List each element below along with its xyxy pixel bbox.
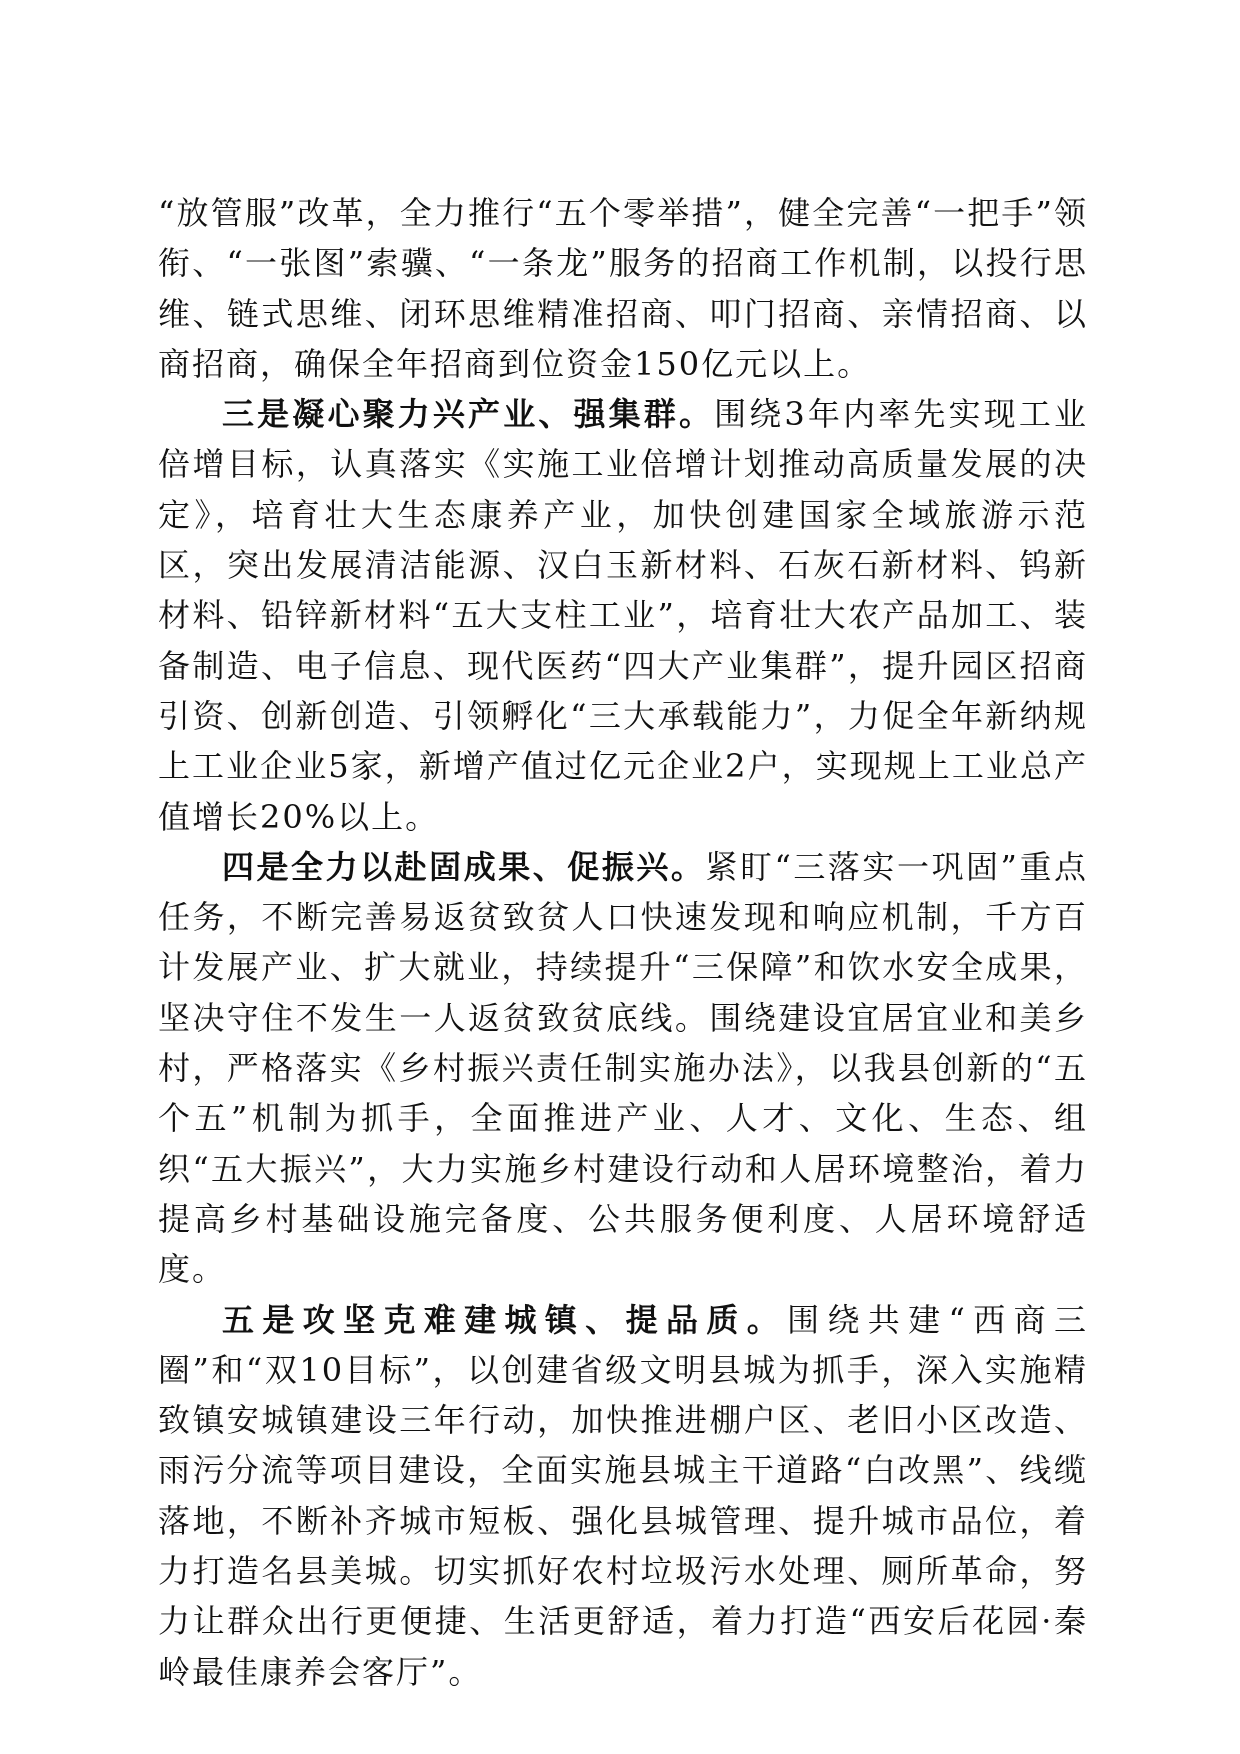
paragraph-text: 围绕共建“西商三圈”和“双10目标”，以创建省级文明县城为抓手，深入实施精致镇安城镇建设三年行动，加快推进棚户区、老旧小区改造、雨污分流等项目建设，全面实施县城主干道路“白改黑”、线缆落地，不断补齐城市短板、强化县城管理、提升城市品位，着力打造名县美城。切实抓好农村垃圾污水处理、厕所革命，努力让群众出行更便捷、生活更舒适，着力打造“西安后花园·秦岭最佳康养会客厅”。 <box>158 1300 1088 1691</box>
paragraph-rural-revitalization <box>158 842 1088 1295</box>
paragraph-heading: 三是凝心聚力兴产业、强集群。 <box>222 395 715 434</box>
paragraph-industry <box>158 389 1088 842</box>
paragraph-urban-development <box>158 1295 1088 1697</box>
paragraph-text: 围绕3年内率先实现工业倍增目标，认真落实《实施工业倍增计划推动高质量发展的决定》，培育壮大生态康养产业，加快创建国家全域旅游示范区，突出发展清洁能源、汉白玉新材料、石灰石新材料、钨新材料、铅锌新材料“五大支柱工业”，培育壮大农产品加工、装备制造、电子信息、现代医药“四大产业集群”，提升园区招商引资、创新创造、引领孵化“三大承载能力”，力促全年新纳规上工业企业5家，新增产值过亿元企业2户，实现规上工业总产值增长20%以上。 <box>158 395 1088 836</box>
paragraph-continuation <box>158 188 1088 389</box>
document-page <box>158 188 1088 1697</box>
paragraph-text: 紧盯“三落实一巩固”重点任务，不断完善易返贫致贫人口快速发现和响应机制，千方百计发展产业、扩大就业，持续提升“三保障”和饮水安全成果，坚决守住不发生一人返贫致贫底线。围绕建设宜居宜业和美乡村，严格落实《乡村振兴责任制实施办法》，以我县创新的“五个五”机制为抓手，全面推进产业、人才、文化、生态、组织“五大振兴”，大力实施乡村建设行动和人居环境整治，着力提高乡村基础设施完备度、公共服务便利度、人居环境舒适度。 <box>158 847 1088 1289</box>
paragraph-text: “放管服”改革，全力推行“五个零举措”，健全完善“一把手”领衔、“一张图”索骥、“一条龙”服务的招商工作机制，以投行思维、链式思维、闭环思维精准招商、叩门招商、亲情招商、以商招商，确保全年招商到位资金150亿元以上。 <box>158 194 1088 383</box>
paragraph-heading: 四是全力以赴固成果、促振兴。 <box>222 847 706 886</box>
paragraph-heading: 五是攻坚克难建城镇、提品质。 <box>222 1300 788 1339</box>
